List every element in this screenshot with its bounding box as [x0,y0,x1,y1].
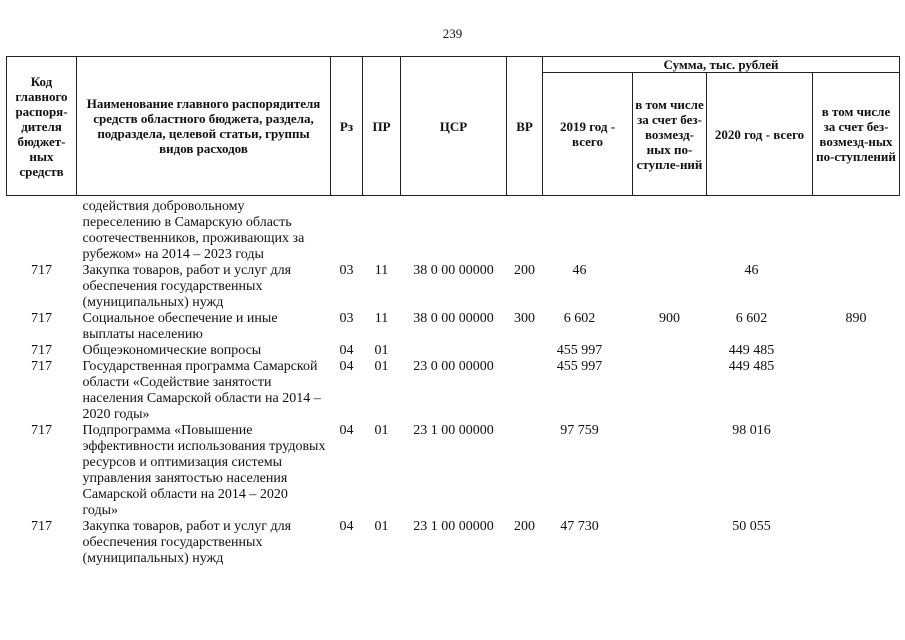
cell-rz: 04 [339,343,354,358]
cell-vr [507,343,543,359]
header-2020-free: в том числе за счет без-возмезд-ных по-ступлений [813,73,900,196]
cell-pr [363,196,401,264]
table-row [7,263,900,311]
cell-2020-free [813,359,900,423]
cell-csr: 38 0 00 00000 [413,263,494,278]
cell-2020-free [813,343,900,359]
cell-2019-total: 47 730 [560,519,599,534]
cell-2020-free [813,263,900,311]
cell-rz: 03 [339,311,354,326]
cell-2020-total: 98 016 [732,423,771,438]
cell-2020-free [813,196,900,264]
cell-pr: 11 [374,311,389,326]
cell-code: 717 [31,343,52,358]
cell-2019-total: 97 759 [560,423,599,438]
cell-name: Закупка товаров, работ и услуг для обеспечения государственных (муниципальных) нужд [82,519,292,566]
cell-name: Закупка товаров, работ и услуг для обеспечения государственных (муниципальных) нужд [82,263,292,310]
cell-pr: 01 [374,343,389,358]
header-2019-free: в том числе за счет без-возмезд-ных по-ступле-ний [633,73,707,196]
cell-2019-free [633,519,707,567]
header-2019-total: 2019 год - всего [543,73,633,196]
cell-rz: 03 [339,263,354,278]
cell-2019-free [633,263,707,311]
cell-2020-total: 6 602 [735,311,768,326]
page-number: 239 [442,26,463,41]
cell-vr: 300 [514,311,535,326]
cell-csr: 23 1 00 00000 [413,519,494,534]
header-pr: ПР [363,57,401,196]
header-2020-total: 2020 год - всего [707,73,813,196]
table-header [7,57,900,196]
header-name: Наименование главного распорядителя средств областного бюджета, раздела, подраздела, целевой статьи, группы видов расходов [77,57,331,196]
cell-rz: 04 [339,359,354,374]
cell-2020-total [707,196,813,264]
cell-pr: 01 [374,519,389,534]
cell-pr: 01 [374,423,389,438]
cell-vr: 200 [514,519,535,534]
cell-name: Подпрограмма «Повышение эффективности использования трудовых ресурсов и оптимизация системы управления занятостью населения Самарской области на 2014 – 2020 годы» [82,423,326,518]
cell-code: 717 [31,263,52,278]
header-code: Код главного распоря-дителя бюджет-ных средств [7,57,77,196]
header-sum-group: Сумма, тыс. рублей [543,57,900,73]
header-csr: ЦСР [401,57,507,196]
cell-csr: 38 0 00 00000 [413,311,494,326]
cell-vr: 200 [514,263,535,278]
cell-rz [331,196,363,264]
cell-code [7,196,77,264]
cell-2019-total: 46 [572,263,587,278]
cell-name: Общеэкономические вопросы [82,343,262,358]
table-row [7,343,900,359]
cell-pr: 01 [374,359,389,374]
cell-2020-total: 46 [744,263,759,278]
cell-code: 717 [31,359,52,374]
table-row [7,311,900,343]
budget-table [6,56,900,567]
cell-2020-total: 449 485 [728,359,775,374]
cell-code: 717 [31,423,52,438]
cell-vr [507,196,543,264]
table-row [7,519,900,567]
table-row [7,359,900,423]
cell-pr: 11 [374,263,389,278]
cell-2019-total: 455 997 [556,359,603,374]
cell-2020-total: 50 055 [732,519,771,534]
cell-rz: 04 [339,423,354,438]
cell-2020-free [813,519,900,567]
cell-2019-total [543,196,633,264]
table-body [7,196,900,568]
cell-csr: 23 0 00 00000 [413,359,494,374]
cell-2019-free [633,359,707,423]
cell-2020-free: 890 [845,311,867,326]
cell-csr: 23 1 00 00000 [413,423,494,438]
cell-csr [401,343,507,359]
cell-2019-total: 6 602 [563,311,596,326]
cell-2020-total: 449 485 [728,343,775,358]
table-row [7,423,900,519]
cell-vr [507,423,543,519]
cell-csr [401,196,507,264]
cell-name: Государственная программа Самарской области «Содействие занятости населения Самарской области на 2014 – 2020 годы» [82,359,321,422]
cell-name: Социальное обеспечение и иные выплаты населению [82,311,278,342]
cell-2019-free: 900 [659,311,680,326]
cell-name: содействия добровольному переселению в Самарскую область соотечественников, проживающих за рубежом» на 2014 – 2023 годы [82,199,305,262]
cell-rz: 04 [339,519,354,534]
cell-2019-total: 455 997 [556,343,603,358]
cell-2019-free [633,423,707,519]
cell-2019-free [633,343,707,359]
table-row [7,196,900,264]
cell-code: 717 [31,311,52,326]
cell-2020-free [813,423,900,519]
cell-code: 717 [31,519,52,534]
cell-vr [507,359,543,423]
cell-2019-free [633,196,707,264]
header-vr: ВР [507,57,543,196]
header-rz: Рз [331,57,363,196]
